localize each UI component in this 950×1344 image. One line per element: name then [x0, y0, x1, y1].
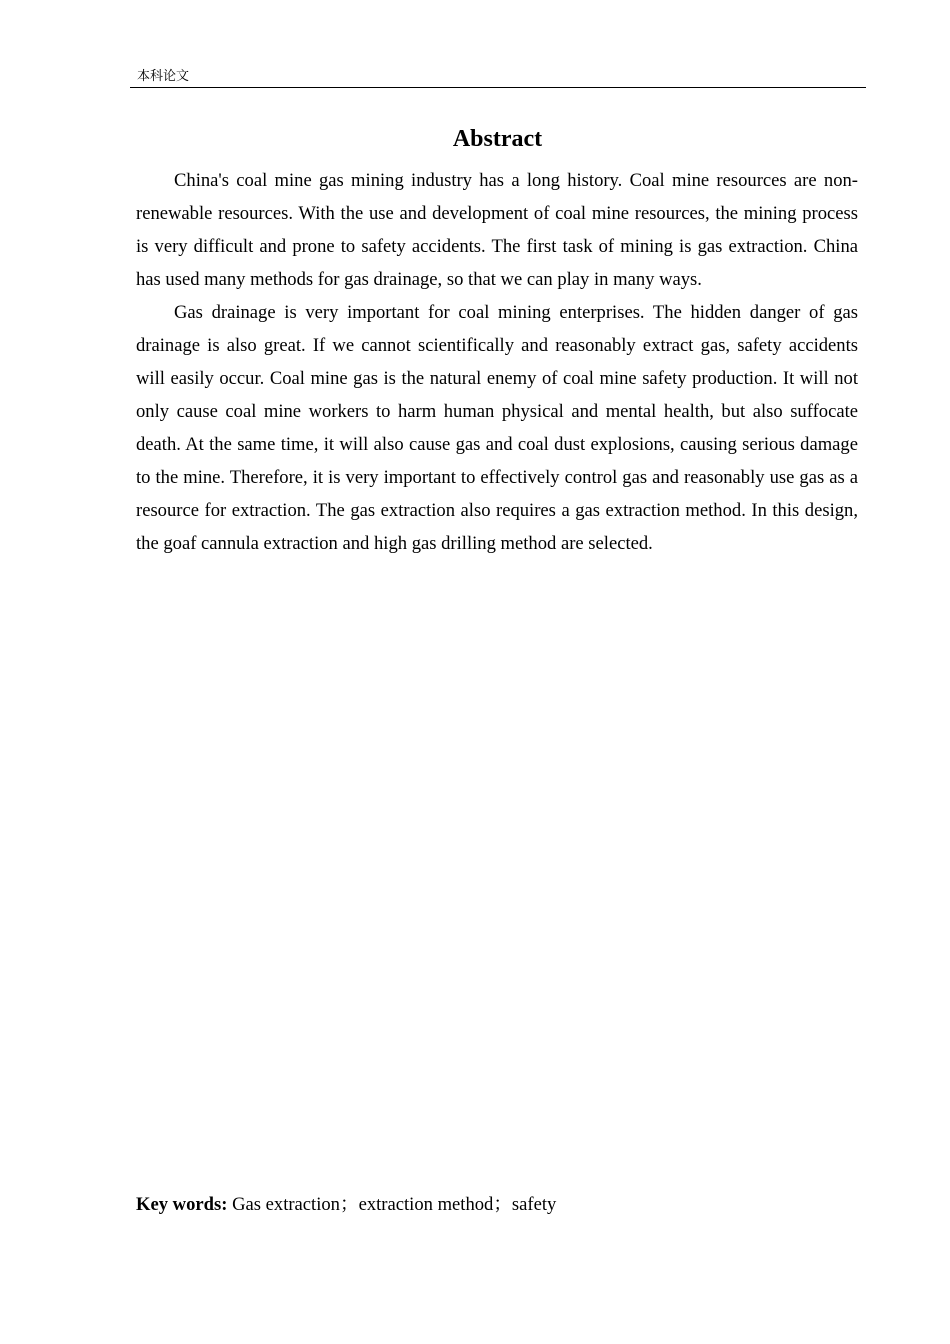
abstract-body	[136, 164, 858, 560]
abstract-paragraph-2: Gas drainage is very important for coal mining enterprises. The hidden danger of gas drainage is also great. If we cannot scientifically and reasonably extract gas, safety accidents will easily occur. Coal mine gas is the natural enemy of coal mine safety production. It will not only cause coal mine workers to harm human physical and mental health, but also suffocate death. At the same time, it will also cause gas and coal dust explosions, causing serious damage to the mine. Therefore, it is very important to effectively control gas and reasonably use gas as a resource for extraction. The gas extraction also requires a gas extraction method. In this design, the goaf cannula extraction and high gas drilling method are selected.	[136, 302, 858, 554]
abstract-paragraph-1: China's coal mine gas mining industry has a long history. Coal mine resources are non-renewable resources. With the use and development of coal mine resources, the mining process is very difficult and prone to safety accidents. The first task of mining is gas extraction. China has used many methods for gas drainage, so that we can play in many ways.	[136, 170, 858, 290]
abstract-title: Abstract	[452, 126, 543, 152]
page-header-label: 本科论文	[137, 69, 190, 84]
keywords-value: Gas extraction；extraction method；safety	[232, 1194, 557, 1215]
header-divider	[130, 87, 866, 88]
keywords-label: Key words:	[136, 1194, 228, 1215]
keywords-line	[136, 1190, 556, 1220]
